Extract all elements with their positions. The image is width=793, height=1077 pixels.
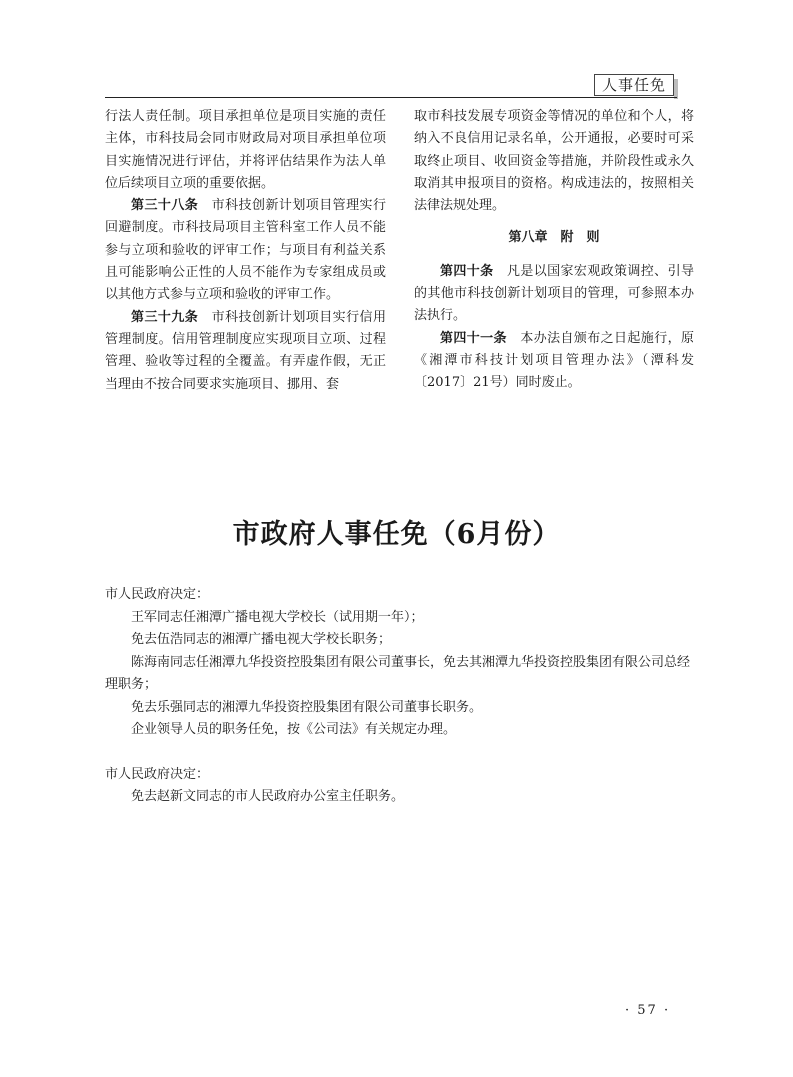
decision-item: 王军同志任湘潭广播电视大学校长（试用期一年）； <box>131 609 424 625</box>
page-number: · 57 · <box>625 1003 671 1018</box>
decision-item: 企业领导人员的职务任免，按《公司法》有关规定办理。 <box>131 722 457 737</box>
page-title: 市政府人事任免（6月份） <box>232 519 561 550</box>
article-40-text: 凡是以国家宏观政策调控、引导的其他市科技创新计划项目的管理，可参照本办法执行。 <box>414 263 694 324</box>
article-right-column <box>414 106 694 395</box>
decision-item: 免去伍浩同志的湘潭广播电视大学校长职务； <box>131 632 392 647</box>
decision-intro: 市人民政府决定： <box>105 587 210 602</box>
decision-item: 陈海南同志任湘潭九华投资控股集团有限公司董事长，免去其湘潭九华投资控股集团有限公司总经理职务； <box>105 654 691 692</box>
article-38-heading: 第三十八条 <box>131 198 199 214</box>
paragraph-continuation-right: 取市科技发展专项资金等情况的单位和个人，将纳入不良信用记录名单，公开通报，必要时可采取终止项目、收回资金等措施，并阶段性或永久取消其申报项目的资格。构成违法的，按照相关法律法规处理。 <box>414 109 694 214</box>
decision-intro: 市人民政府决定： <box>105 766 210 782</box>
section-tag: 人事任免 <box>594 74 674 96</box>
article-40 <box>414 261 694 328</box>
article-39-heading: 第三十九条 <box>131 309 199 325</box>
decision-item: 免去乐强同志的湘潭九华投资控股集团有限公司董事长职务。 <box>131 699 483 715</box>
article-38-text: 市科技创新计划项目管理实行回避制度。市科技局项目主管科室工作人员不能参与立项和验收的评审工作；与项目有利益关系且可能影响公正性的人员不能作为专家组成员或以其他方式参与立项和验收的评审工作。 <box>105 198 386 303</box>
chapter-heading: 第八章 附 则 <box>508 230 600 246</box>
article-41 <box>414 328 694 395</box>
article-40-heading: 第四十条 <box>440 263 494 279</box>
article-41-heading: 第四十一条 <box>440 330 507 346</box>
article-39-text: 市科技创新计划项目实行信用管理制度。信用管理制度应实现项目立项、过程管理、验收等过程的全覆盖。有弄虚作假，无正当理由不按合同要求实施项目、挪用、套 <box>105 309 386 392</box>
article-left-column <box>105 106 386 396</box>
personnel-decisions <box>105 584 693 809</box>
header-rule <box>105 97 677 98</box>
article-38 <box>105 195 386 306</box>
decision-item: 免去赵新文同志的市人民政府办公室主任职务。 <box>131 789 405 804</box>
article-39 <box>105 307 386 396</box>
article-41-text: 本办法自颁布之日起施行，原《湘潭市科技计划项目管理办法》（潭科发〔2017〕21号）同时废止。 <box>414 330 694 391</box>
paragraph-continuation: 行法人责任制。项目承担单位是项目实施的责任主体，市科技局会同市财政局对项目承担单位项目实施情况进行评估，并将评估结果作为法人单位后续项目立项的重要依据。 <box>105 109 386 191</box>
